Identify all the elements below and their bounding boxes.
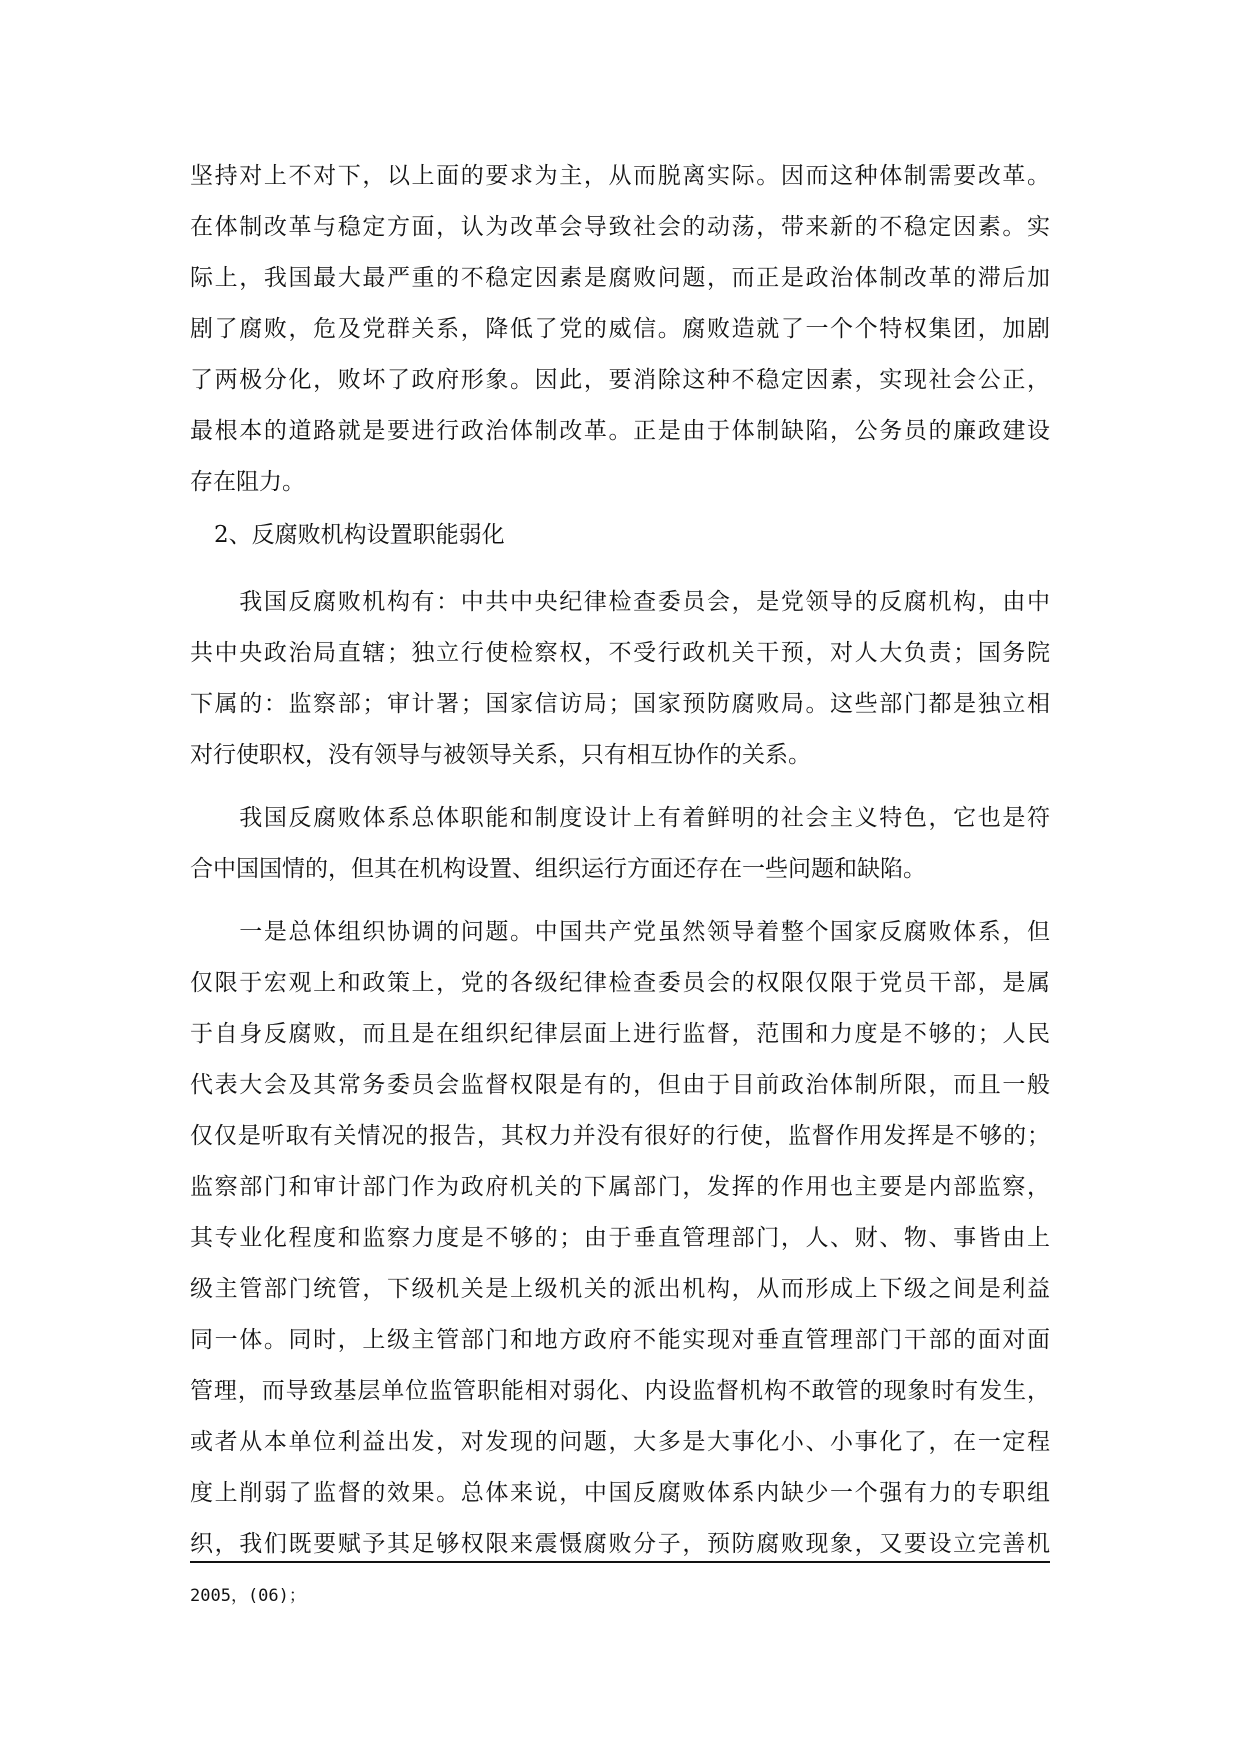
- paragraph-line: 其专业化程度和监察力度是不够的；由于垂直管理部门，人、财、物、事皆由上: [190, 1225, 1050, 1251]
- paragraph-line: 织，我们既要赋予其足够权限来震慑腐败分子，预防腐败现象，又要设立完善机: [190, 1531, 1050, 1556]
- section-heading: 2、反腐败机构设置职能弱化: [214, 522, 505, 548]
- paragraph-line: 坚持对上不对下，以上面的要求为主，从而脱离实际。因而这种体制需要改革。: [190, 163, 1050, 189]
- paragraph-line: 监察部门和审计部门作为政府机关的下属部门，发挥的作用也主要是内部监察，: [190, 1174, 1050, 1200]
- paragraph-line: 存在阻力。: [190, 469, 305, 495]
- paragraph-line: 剧了腐败，危及党群关系，降低了党的威信。腐败造就了一个个特权集团，加剧: [190, 316, 1050, 342]
- paragraph-line: 际上，我国最大最严重的不稳定因素是腐败问题，而正是政治体制改革的滞后加: [190, 265, 1050, 291]
- paragraph-line: 代表大会及其常务委员会监督权限是有的，但由于目前政治体制所限，而且一般: [190, 1072, 1050, 1098]
- footnote-separator: [190, 1561, 1050, 1563]
- paragraph-line: 仅限于宏观上和政策上，党的各级纪律检查委员会的权限仅限于党员干部，是属: [190, 970, 1050, 996]
- paragraph-line: 在体制改革与稳定方面，认为改革会导致社会的动荡，带来新的不稳定因素。实: [190, 214, 1050, 240]
- paragraph-line: 同一体。同时，上级主管部门和地方政府不能实现对垂直管理部门干部的面对面: [190, 1327, 1050, 1353]
- paragraph-line: 了两极分化，败坏了政府形象。因此，要消除这种不稳定因素，实现社会公正，: [190, 367, 1050, 393]
- paragraph-line: 我国反腐败机构有：中共中央纪律检查委员会，是党领导的反腐机构，由中: [190, 589, 1050, 615]
- paragraph-line: 我国反腐败体系总体职能和制度设计上有着鲜明的社会主义特色，它也是符: [190, 805, 1050, 831]
- paragraph-line: 一是总体组织协调的问题。中国共产党虽然领导着整个国家反腐败体系，但: [190, 919, 1050, 945]
- paragraph-line: 级主管部门统管，下级机关是上级机关的派出机构，从而形成上下级之间是利益: [190, 1276, 1050, 1302]
- paragraph-line: 共中央政治局直辖；独立行使检察权，不受行政机关干预，对人大负责；国务院: [190, 640, 1050, 666]
- paragraph-line: 下属的：监察部；审计署；国家信访局；国家预防腐败局。这些部门都是独立相: [190, 691, 1050, 717]
- paragraph-line: 合中国国情的，但其在机构设置、组织运行方面还存在一些问题和缺陷。: [190, 856, 926, 882]
- paragraph-line: 于自身反腐败，而且是在组织纪律层面上进行监督，范围和力度是不够的；人民: [190, 1021, 1050, 1047]
- paragraph-line: 对行使职权，没有领导与被领导关系，只有相互协作的关系。: [190, 742, 811, 768]
- paragraph-line: 最根本的道路就是要进行政治体制改革。正是由于体制缺陷，公务员的廉政建设: [190, 418, 1050, 444]
- paragraph-line: 或者从本单位利益出发，对发现的问题，大多是大事化小、小事化了，在一定程: [190, 1429, 1050, 1455]
- paragraph-line: 仅仅是听取有关情况的报告，其权力并没有很好的行使，监督作用发挥是不够的；: [190, 1123, 1050, 1149]
- paragraph-line: 管理，而导致基层单位监管职能相对弱化、内设监督机构不敢管的现象时有发生，: [190, 1378, 1050, 1404]
- footnote: 2005，(06)；: [190, 1586, 306, 1606]
- paragraph-line: 度上削弱了监督的效果。总体来说，中国反腐败体系内缺少一个强有力的专职组: [190, 1480, 1050, 1506]
